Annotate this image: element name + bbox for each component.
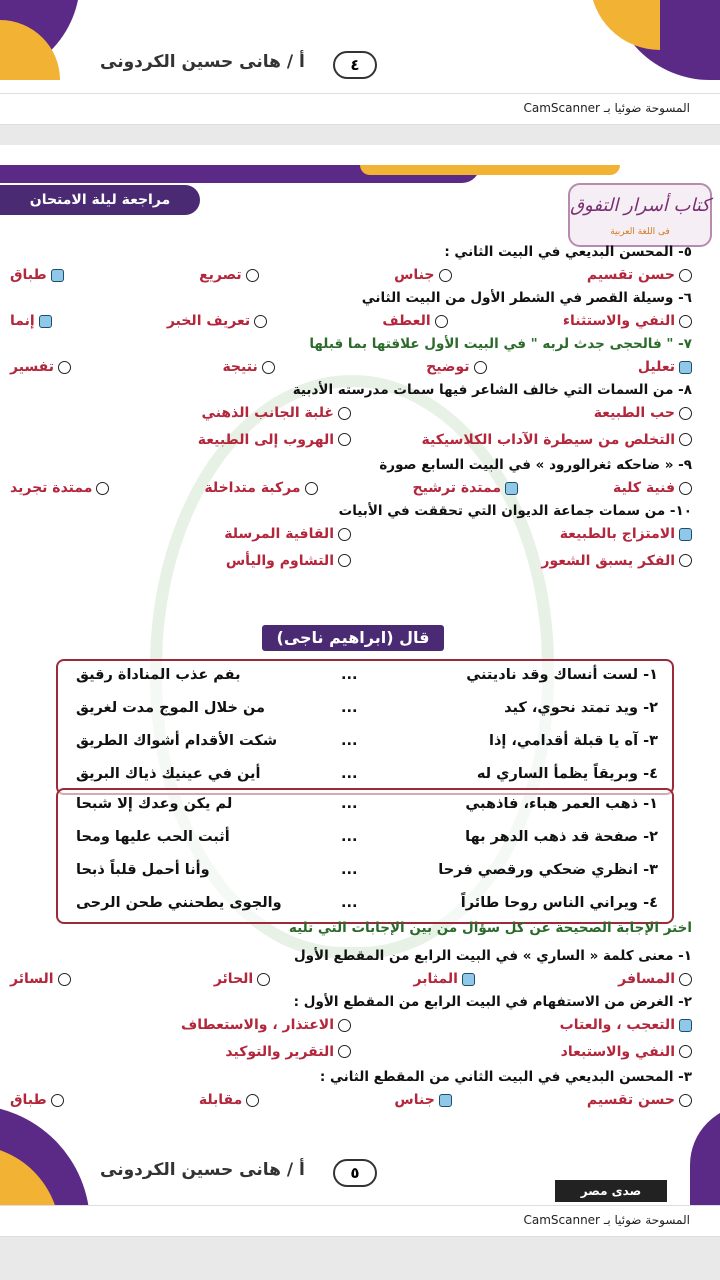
answer-option[interactable] — [224, 522, 351, 546]
answer-option[interactable] — [560, 1013, 692, 1037]
separator-dots: ... — [341, 700, 358, 716]
question-text: ٧- " فالحجى جدث لربه " في البيت الأول علاقتها بما قبلها — [309, 336, 692, 352]
option-label: الاعتذار ، والاستعطاف — [181, 1017, 334, 1033]
answer-option[interactable] — [202, 401, 351, 425]
answer-option[interactable] — [422, 428, 692, 452]
option-label: مقابلة — [198, 1092, 243, 1108]
option-label: إنما — [10, 313, 35, 329]
poet-title: قال (ابراهيم ناجى) — [262, 625, 444, 651]
radio-icon[interactable] — [254, 315, 267, 328]
first-hemistich: ١- لست أنساك وقد ناديتني — [466, 667, 658, 683]
answer-option[interactable] — [587, 263, 692, 287]
selected-radio-icon[interactable] — [39, 315, 52, 328]
second-hemistich: وأنا أحمل قلباً ذبحا — [76, 862, 210, 878]
selected-radio-icon[interactable] — [439, 1094, 452, 1107]
answer-option[interactable] — [541, 549, 692, 573]
second-hemistich: أين في عينيك ذياك البريق — [76, 766, 261, 782]
option-label: طباق — [10, 267, 47, 283]
top-stripe — [360, 165, 620, 175]
option-label: النفي والاستبعاد — [560, 1043, 675, 1060]
author-name: أ / هانى حسين الكردونى — [100, 52, 305, 72]
question-text: ٥- المحسن البديعي في البيت الثاني : — [444, 244, 692, 260]
answer-option[interactable] — [394, 263, 451, 287]
questions-section-1 — [10, 241, 692, 575]
first-hemistich: ٣- انظري ضحكي ورقصي فرحا — [438, 862, 658, 878]
options-row — [10, 476, 692, 500]
option-label: السائر — [10, 971, 54, 987]
answer-option[interactable] — [561, 1040, 692, 1064]
answer-option[interactable] — [394, 1088, 451, 1112]
second-hemistich: بفم عذب المناداة رقيق — [76, 667, 241, 683]
option-label: جناس — [394, 1092, 435, 1108]
separator-dots: ... — [341, 895, 358, 911]
worksheet-page — [0, 145, 720, 1205]
option-label: طباق — [10, 1092, 47, 1108]
scanner-caption-bar — [0, 93, 720, 125]
options-row — [10, 401, 692, 428]
answer-option[interactable] — [225, 1040, 351, 1064]
answer-option[interactable] — [222, 355, 274, 379]
second-hemistich: لم يكن وعدك إلا شبحا — [76, 796, 233, 812]
poem-line — [58, 823, 672, 856]
option-label: توضيح — [426, 359, 470, 375]
radio-icon[interactable] — [338, 1045, 351, 1058]
option-label: تصريع — [199, 267, 242, 283]
options-row — [10, 967, 692, 991]
answer-option[interactable] — [199, 263, 259, 287]
second-hemistich: من خلال الموج مدت لغريق — [76, 700, 266, 716]
news-logo: صدى مصر — [555, 1180, 667, 1202]
answer-option[interactable] — [167, 309, 267, 333]
question-text: ١- معنى كلمة « الساري » في البيت الرابع من المقطع الأول — [293, 948, 692, 964]
option-label: حب الطبيعة — [593, 405, 675, 421]
options-row — [10, 1013, 692, 1040]
poem-line — [58, 790, 672, 823]
poem-box-1 — [56, 659, 674, 795]
options-row — [10, 549, 692, 576]
radio-icon[interactable] — [679, 269, 692, 282]
poem-line — [58, 661, 672, 694]
radio-icon[interactable] — [679, 407, 692, 420]
answer-option[interactable] — [10, 263, 64, 287]
selected-radio-icon[interactable] — [679, 361, 692, 374]
answer-option[interactable] — [10, 1088, 64, 1112]
radio-icon[interactable] — [679, 482, 692, 495]
answer-option[interactable] — [181, 1013, 351, 1037]
previous-page — [0, 0, 720, 95]
option-label: جناس — [394, 267, 435, 283]
option-label: تعليل — [637, 359, 675, 375]
radio-icon[interactable] — [679, 1094, 692, 1107]
author-name: أ / هانى حسين الكردونى — [100, 1160, 305, 1180]
question-text: ٦- وسيلة القصر في الشطر الأول من البيت الثاني — [361, 290, 692, 306]
radio-icon[interactable] — [679, 973, 692, 986]
option-label: تفسير — [10, 359, 55, 375]
answer-option[interactable] — [618, 967, 692, 991]
option-label: النفي والاستثناء — [562, 313, 675, 329]
answer-option[interactable] — [560, 522, 692, 546]
radio-icon[interactable] — [679, 433, 692, 446]
first-hemistich: ٣- آه يا قبلة أقدامي، إذا — [488, 733, 658, 749]
corner-decoration — [690, 1105, 720, 1205]
radio-icon[interactable] — [474, 361, 487, 374]
separator-dots: ... — [341, 862, 358, 878]
option-label: نتيجة — [222, 359, 258, 375]
radio-icon[interactable] — [262, 361, 275, 374]
radio-icon[interactable] — [435, 315, 448, 328]
radio-icon[interactable] — [338, 528, 351, 541]
answer-option[interactable] — [382, 309, 447, 333]
radio-icon[interactable] — [58, 361, 71, 374]
radio-icon[interactable] — [679, 315, 692, 328]
option-label: الهروب إلى الطبيعة — [197, 431, 334, 448]
options-row — [10, 1040, 692, 1067]
option-label: حسن تقسيم — [586, 267, 675, 283]
first-hemistich: ١- ذهب العمر هباء، فاذهبي — [465, 796, 658, 812]
answer-option[interactable] — [638, 355, 692, 379]
question-text: ٩- « ضاحكه ثغرالورود » في البيت السابع صورة — [379, 457, 692, 473]
radio-icon[interactable] — [246, 1094, 259, 1107]
scanner-caption-bar — [0, 1205, 720, 1237]
selected-radio-icon[interactable] — [505, 482, 518, 495]
option-label: ممتدة تجريد — [10, 480, 93, 496]
option-label: غلبة الجانب الذهني — [201, 405, 334, 421]
option-label: التعجب ، والعتاب — [559, 1017, 675, 1033]
radio-icon[interactable] — [51, 1094, 64, 1107]
question-text: ٨- من السمات التي خالف الشاعر فيها سمات مدرسته الأدبية — [292, 382, 692, 398]
answer-option[interactable] — [214, 967, 270, 991]
separator-dots: ... — [341, 796, 358, 812]
answer-option[interactable] — [10, 476, 109, 500]
corner-decoration — [590, 0, 660, 50]
instruction-text: اختر الإجابة الصحيحة عن كل سؤال من بين الإجابات التي تليه — [288, 920, 692, 936]
option-label: فنية كلية — [612, 480, 675, 496]
option-label: المثابر — [413, 971, 458, 987]
radio-icon[interactable] — [679, 554, 692, 567]
selected-radio-icon[interactable] — [679, 1019, 692, 1032]
answer-option[interactable] — [10, 309, 52, 333]
option-label: المسافر — [618, 971, 675, 987]
first-hemistich: ٢- صفحة قد ذهب الدهر بها — [465, 829, 658, 845]
radio-icon[interactable] — [679, 1045, 692, 1058]
second-hemistich: أثبت الحب عليها ومحا — [76, 829, 230, 845]
option-label: مركبة متداخلة — [204, 480, 301, 496]
first-hemistich: ٤- ويراني الناس روحا طائراً — [460, 895, 658, 911]
instruction-section — [10, 917, 692, 939]
option-label: التخلص من سيطرة الآداب الكلاسيكية — [421, 431, 675, 448]
question-text: ٣- المحسن البديعي في البيت الثاني من المقطع الثاني : — [319, 1069, 692, 1085]
options-row — [10, 263, 692, 287]
separator-dots: ... — [341, 667, 358, 683]
poem-box-2 — [56, 788, 674, 924]
radio-icon[interactable] — [338, 1019, 351, 1032]
options-row — [10, 428, 692, 455]
options-row — [10, 522, 692, 549]
question-text: ١٠- من سمات جماعة الديوان التي تحققت في الأبيات — [338, 503, 692, 519]
banner-title: مراجعة ليلة الامتحان — [0, 185, 200, 215]
option-label: تعريف الخبر — [166, 313, 251, 329]
radio-icon[interactable] — [96, 482, 109, 495]
option-label: الامتزاج بالطبيعة — [559, 526, 675, 542]
radio-icon[interactable] — [338, 433, 351, 446]
radio-icon[interactable] — [338, 407, 351, 420]
scanner-caption: المسوحة ضوئيا بـ CamScanner — [523, 101, 690, 115]
selected-radio-icon[interactable] — [679, 528, 692, 541]
page-number: ٥ — [333, 1159, 377, 1187]
options-row — [10, 355, 692, 379]
option-label: ممتدة ترشيح — [412, 480, 502, 496]
answer-option[interactable] — [563, 309, 692, 333]
answer-option[interactable] — [10, 355, 71, 379]
separator-dots: ... — [341, 829, 358, 845]
option-label: العطف — [382, 313, 431, 329]
option-label: التقرير والتوكيد — [225, 1043, 334, 1060]
answer-option[interactable] — [414, 967, 475, 991]
radio-icon[interactable] — [257, 973, 270, 986]
answer-option[interactable] — [587, 1088, 692, 1112]
selected-radio-icon[interactable] — [51, 269, 64, 282]
answer-option[interactable] — [199, 1088, 259, 1112]
poem-line — [58, 727, 672, 760]
poem-line — [58, 856, 672, 889]
option-label: التشاوم واليأس — [225, 552, 334, 569]
option-label: حسن تقسيم — [586, 1092, 675, 1108]
separator-dots: ... — [341, 766, 358, 782]
questions-section-2 — [10, 945, 692, 1112]
separator-dots: ... — [341, 733, 358, 749]
poem-line — [58, 694, 672, 727]
options-row — [10, 1088, 692, 1112]
option-label: القافية المرسلة — [224, 526, 334, 542]
radio-icon[interactable] — [58, 973, 71, 986]
radio-icon[interactable] — [246, 269, 259, 282]
options-row — [10, 309, 692, 333]
second-hemistich: والجوى يطحنني طحن الرحى — [76, 895, 282, 911]
answer-option[interactable] — [226, 549, 351, 573]
first-hemistich: ٢- ويد تمتد نحوي، كيد — [504, 700, 658, 716]
radio-icon[interactable] — [439, 269, 452, 282]
answer-option[interactable] — [594, 401, 692, 425]
selected-radio-icon[interactable] — [462, 973, 475, 986]
option-label: الحائر — [213, 971, 254, 987]
answer-option[interactable] — [198, 428, 351, 452]
scanner-caption: المسوحة ضوئيا بـ CamScanner — [523, 1213, 690, 1227]
answer-option[interactable] — [204, 476, 317, 500]
answer-option[interactable] — [613, 476, 692, 500]
radio-icon[interactable] — [338, 554, 351, 567]
brand-logo: كتاب أسرار التفوق فى اللغة العربية — [568, 183, 712, 247]
second-hemistich: شكت الأقدام أشواك الطريق — [76, 733, 278, 749]
page-number: ٤ — [333, 51, 377, 79]
answer-option[interactable] — [426, 355, 486, 379]
radio-icon[interactable] — [305, 482, 318, 495]
answer-option[interactable] — [10, 967, 71, 991]
option-label: الفكر يسبق الشعور — [541, 552, 675, 569]
answer-option[interactable] — [412, 476, 518, 500]
question-text: ٢- الغرض من الاستفهام في البيت الرابع من المقطع الأول : — [293, 994, 692, 1010]
first-hemistich: ٤- وبريقاً يظمأ الساري له — [476, 766, 658, 782]
